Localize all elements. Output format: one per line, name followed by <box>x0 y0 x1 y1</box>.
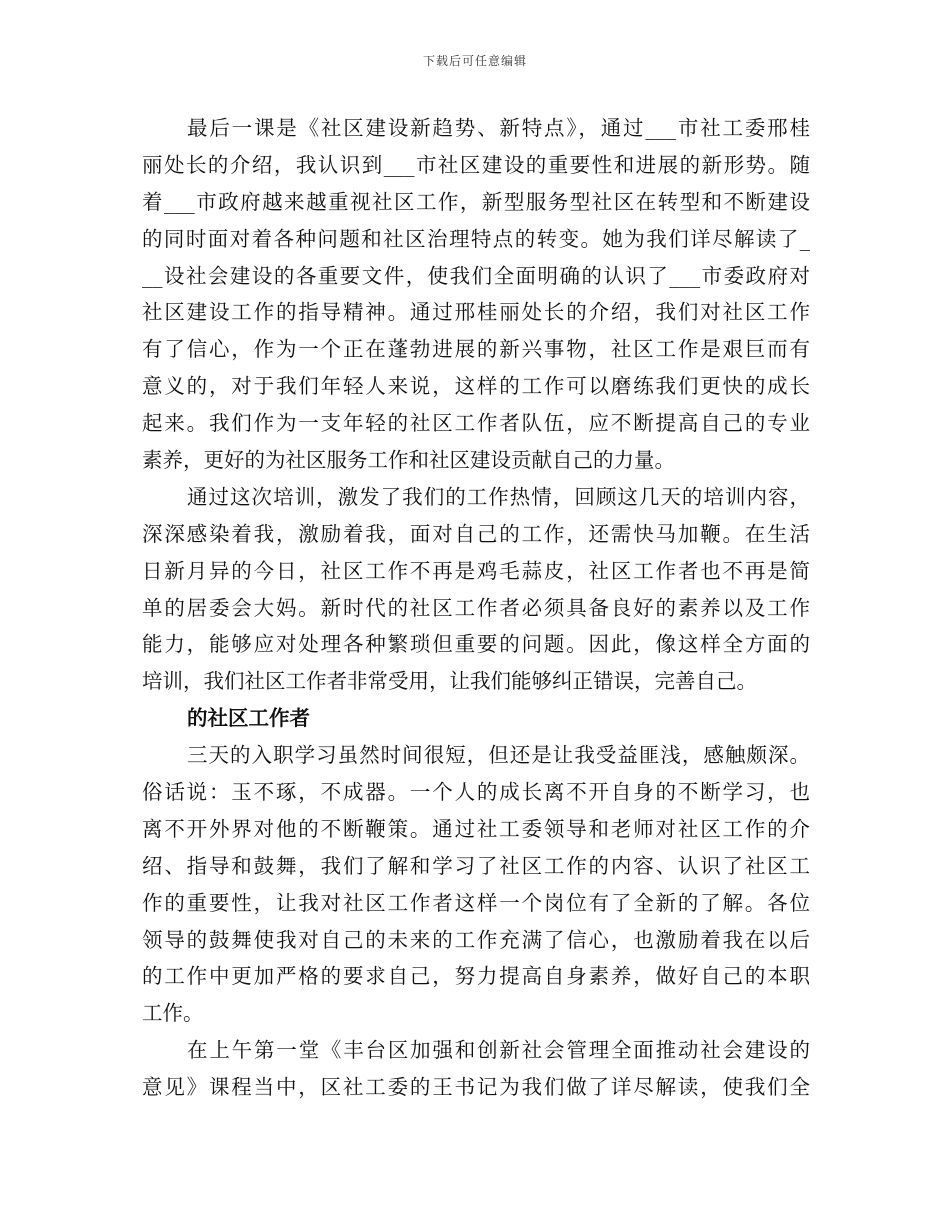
paragraph-1-line-6: 社区建设工作的指导精神。通过邢桂丽处长的介绍，我们对社区工作 <box>142 300 810 325</box>
paragraph-3 <box>142 737 810 1032</box>
paragraph-4-line-2: 意见》课程当中，区社工委的王书记为我们做了详尽解读，使我们全 <box>142 1075 810 1100</box>
paragraph-1-line-8: 意义的，对于我们年轻人来说，这样的工作可以磨练我们更快的成长 <box>142 374 810 399</box>
paragraph-3-line-8: 工作。 <box>142 1001 204 1026</box>
paragraph-1-line-3: 着___市政府越来越重视社区工作，新型服务型社区在转型和不断建设 <box>142 189 810 214</box>
paragraph-1-line-2: 丽处长的介绍，我认识到___市社区建设的重要性和进展的新形势。随 <box>142 152 810 177</box>
paragraph-1-line-5: __设社会建设的各重要文件，使我们全面明确的认识了___市委政府对 <box>142 263 810 288</box>
paragraph-3-line-6: 领导的鼓舞使我对自己的未来的工作充满了信心，也激励着我在以后 <box>142 927 810 952</box>
document-body <box>142 110 810 1106</box>
paragraph-3-line-4: 绍、指导和鼓舞，我们了解和学习了社区工作的内容、认识了社区工 <box>142 853 810 878</box>
paragraph-4 <box>142 1032 810 1106</box>
paragraph-3-line-5: 作的重要性，让我对社区工作者这样一个岗位有了全新的了解。各位 <box>142 890 810 915</box>
paragraph-1-line-9: 起来。我们作为一支年轻的社区工作者队伍，应不断提高自己的专业 <box>142 411 810 436</box>
section-heading: 的社区工作者 <box>187 706 310 731</box>
paragraph-1-line-10: 素养，更好的为社区服务工作和社区建设贡献自己的力量。 <box>142 448 675 473</box>
paragraph-2-line-3: 日新月异的今日，社区工作不再是鸡毛蒜皮，社区工作者也不再是简 <box>142 558 810 583</box>
paragraph-2-line-5: 能力，能够应对处理各种繁琐但重要的问题。因此，像这样全方面的 <box>142 632 810 657</box>
paragraph-1-line-1: 最后一课是《社区建设新趋势、新特点》，通过___市社工委邢桂 <box>187 116 810 140</box>
paragraph-3-line-1: 三天的入职学习虽然时间很短，但还是让我受益匪浅，感触颇深。 <box>187 743 810 768</box>
paragraph-2-line-1: 通过这次培训，激发了我们的工作热情，回顾这几天的培训内容， <box>187 484 810 509</box>
paragraph-1 <box>142 110 810 479</box>
paragraph-1-line-4: 的同时面对着各种问题和社区治理特点的转变。她为我们详尽解读了_ <box>142 226 810 251</box>
paragraph-3-line-3: 离不开外界对他的不断鞭策。通过社工委领导和老师对社区工作的介 <box>142 816 810 841</box>
paragraph-2-line-4: 单的居委会大妈。新时代的社区工作者必须具备良好的素养以及工作 <box>142 595 810 620</box>
paragraph-3-line-7: 的工作中更加严格的要求自己，努力提高自身素养，做好自己的本职 <box>142 964 810 989</box>
paragraph-2-line-6: 培训，我们社区工作者非常受用，让我们能够纠正错误，完善自己。 <box>142 669 757 694</box>
paragraph-2-line-2: 深深感染着我，激励着我，面对自己的工作，还需快马加鞭。在生活 <box>142 521 810 546</box>
paragraph-4-line-1: 在上午第一堂《丰台区加强和创新社会管理全面推动社会建设的 <box>187 1038 810 1063</box>
paragraph-1-line-7: 有了信心，作为一个正在蓬勃进展的新兴事物，社区工作是艰巨而有 <box>142 337 810 362</box>
page-header: 下载后可任意编辑 <box>422 54 527 68</box>
paragraph-2 <box>142 479 810 700</box>
paragraph-3-line-2: 俗话说：玉不琢，不成器。一个人的成长离不开自身的不断学习，也 <box>142 780 810 805</box>
